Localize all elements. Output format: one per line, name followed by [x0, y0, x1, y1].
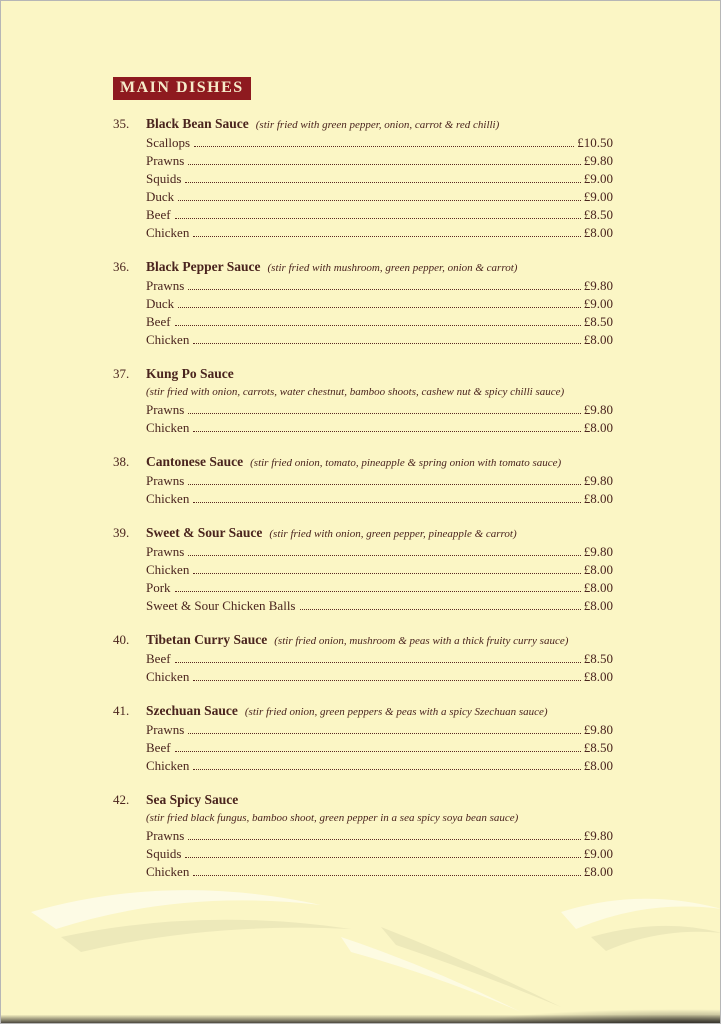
item-price: £9.80	[583, 278, 613, 293]
item-name: Beef	[146, 740, 171, 755]
dotted-leader	[188, 289, 580, 290]
section-number: 42.	[113, 792, 130, 807]
item-name: Prawns	[146, 278, 185, 293]
menu-item-row	[146, 277, 613, 295]
menu-section	[113, 631, 613, 686]
dotted-leader	[193, 875, 580, 876]
dotted-leader	[175, 591, 581, 592]
menu-section	[113, 258, 613, 349]
section-description: (stir fried with mushroom, green pepper, onion & carrot)	[267, 262, 518, 274]
menu-item-row	[146, 152, 613, 170]
dotted-leader	[188, 413, 580, 414]
section-number: 39.	[113, 525, 130, 540]
item-price: £8.00	[583, 225, 613, 240]
item-price: £8.00	[583, 669, 613, 684]
item-name: Prawns	[146, 153, 185, 168]
item-name: Prawns	[146, 722, 185, 737]
item-name: Squids	[146, 171, 182, 186]
section-name: Sweet & Sour Sauce	[146, 525, 263, 540]
section-number: 35.	[113, 116, 130, 131]
dotted-leader	[175, 751, 581, 752]
item-price: £8.50	[583, 314, 613, 329]
section-name: Szechuan Sauce	[146, 703, 238, 718]
item-price: £8.50	[583, 740, 613, 755]
menu-item-row	[146, 845, 613, 863]
item-name: Beef	[146, 651, 171, 666]
item-name: Squids	[146, 846, 182, 861]
item-name: Chicken	[146, 562, 190, 577]
item-name: Prawns	[146, 828, 185, 843]
menu-item-row	[146, 472, 613, 490]
dotted-leader	[188, 484, 580, 485]
menu-item-row	[146, 597, 613, 615]
dotted-leader	[185, 857, 580, 858]
menu-item-row	[146, 313, 613, 331]
dotted-leader	[188, 164, 580, 165]
section-description: (stir fried with onion, carrots, water chestnut, bamboo shoots, cashew nut & spicy chilli sauce)	[146, 386, 565, 398]
item-name: Prawns	[146, 402, 185, 417]
menu-section	[113, 791, 613, 881]
item-name: Chicken	[146, 758, 190, 773]
menu-item-row	[146, 739, 613, 757]
dotted-leader	[193, 236, 580, 237]
menu-section	[113, 702, 613, 775]
item-price: £8.00	[583, 598, 613, 613]
dotted-leader	[300, 609, 581, 610]
section-number: 37.	[113, 366, 130, 381]
menu-item-row	[146, 134, 613, 152]
section-name: Black Bean Sauce	[146, 116, 249, 131]
section-name: Tibetan Curry Sauce	[146, 632, 268, 647]
section-number: 38.	[113, 454, 130, 469]
dotted-leader	[193, 431, 580, 432]
dotted-leader	[178, 200, 581, 201]
item-price: £9.80	[583, 153, 613, 168]
item-price: £8.00	[583, 758, 613, 773]
dotted-leader	[194, 146, 574, 147]
dotted-leader	[185, 182, 580, 183]
page-title-text: MAIN DISHES	[120, 79, 244, 96]
item-name: Pork	[146, 580, 171, 595]
menu-section	[113, 453, 613, 508]
section-number: 40.	[113, 632, 130, 647]
menu-item-row	[146, 827, 613, 845]
menu-item-row	[146, 721, 613, 739]
item-name: Chicken	[146, 332, 190, 347]
menu-item-row	[146, 579, 613, 597]
item-price: £8.00	[583, 864, 613, 879]
menu-item-row	[146, 543, 613, 561]
menu-item-row	[146, 295, 613, 313]
item-name: Beef	[146, 207, 171, 222]
menu-section	[113, 524, 613, 615]
item-price: £10.50	[577, 135, 613, 150]
item-name: Scallops	[146, 135, 191, 150]
item-price: £9.00	[583, 296, 613, 311]
item-price: £8.50	[583, 207, 613, 222]
section-description: (stir fried black fungus, bamboo shoot, green pepper in a sea spicy soya bean sauce)	[146, 812, 519, 824]
item-price: £9.80	[583, 473, 613, 488]
dotted-leader	[188, 555, 580, 556]
section-header	[113, 453, 613, 472]
item-price: £8.00	[583, 562, 613, 577]
dotted-leader	[193, 680, 580, 681]
item-price: £9.80	[583, 828, 613, 843]
dotted-leader	[193, 343, 580, 344]
section-description: (stir fried with green pepper, onion, carrot & red chilli)	[255, 119, 500, 131]
page-title	[113, 77, 251, 100]
item-price: £9.80	[583, 402, 613, 417]
menu-section	[113, 115, 613, 242]
section-number: 41.	[113, 703, 130, 718]
dotted-leader	[175, 218, 581, 219]
menu-item-row	[146, 650, 613, 668]
dotted-leader	[188, 839, 580, 840]
dotted-leader	[178, 307, 581, 308]
dotted-leader	[175, 325, 581, 326]
section-description: (stir fried onion, tomato, pineapple & spring onion with tomato sauce)	[250, 457, 562, 469]
section-name: Cantonese Sauce	[146, 454, 244, 469]
section-name: Kung Po Sauce	[146, 366, 234, 381]
item-name: Chicken	[146, 420, 190, 435]
section-header	[113, 115, 613, 134]
menu-sections	[113, 115, 613, 897]
item-name: Prawns	[146, 544, 185, 559]
item-name: Prawns	[146, 473, 185, 488]
menu-item-row	[146, 188, 613, 206]
dotted-leader	[193, 502, 580, 503]
dotted-leader	[188, 733, 580, 734]
item-price: £8.00	[583, 580, 613, 595]
section-description: (stir fried onion, green peppers & peas with a spicy Szechuan sauce)	[244, 706, 548, 718]
menu-item-row	[146, 206, 613, 224]
menu-item-row	[146, 757, 613, 775]
section-header	[113, 365, 613, 383]
menu-item-row	[146, 224, 613, 242]
section-number: 36.	[113, 259, 130, 274]
item-price: £9.80	[583, 544, 613, 559]
item-name: Chicken	[146, 864, 190, 879]
menu-item-row	[146, 401, 613, 419]
item-name: Chicken	[146, 491, 190, 506]
dotted-leader	[193, 573, 580, 574]
item-price: £9.00	[583, 171, 613, 186]
item-price: £9.00	[583, 846, 613, 861]
menu-item-row	[146, 331, 613, 349]
section-name: Sea Spicy Sauce	[146, 792, 239, 807]
item-name: Duck	[146, 189, 175, 204]
item-name: Beef	[146, 314, 171, 329]
menu-section	[113, 365, 613, 437]
item-price: £9.00	[583, 189, 613, 204]
section-header	[113, 524, 613, 543]
menu-item-row	[146, 419, 613, 437]
section-name: Black Pepper Sauce	[146, 259, 261, 274]
item-price: £8.50	[583, 651, 613, 666]
section-header	[113, 631, 613, 650]
menu-item-row	[146, 863, 613, 881]
item-name: Chicken	[146, 225, 190, 240]
section-header	[113, 791, 613, 809]
item-name: Sweet & Sour Chicken Balls	[146, 598, 296, 613]
menu-item-row	[146, 490, 613, 508]
item-price: £8.00	[583, 420, 613, 435]
dotted-leader	[193, 769, 580, 770]
item-price: £9.80	[583, 722, 613, 737]
dotted-leader	[175, 662, 581, 663]
section-header	[113, 702, 613, 721]
section-header	[113, 258, 613, 277]
section-description: (stir fried onion, mushroom & peas with a thick fruity curry sauce)	[274, 635, 569, 647]
item-name: Duck	[146, 296, 175, 311]
menu-item-row	[146, 561, 613, 579]
menu-item-row	[146, 668, 613, 686]
item-price: £8.00	[583, 332, 613, 347]
section-description: (stir fried with onion, green pepper, pineapple & carrot)	[269, 528, 517, 540]
item-price: £8.00	[583, 491, 613, 506]
page-bottom-corner-shadow	[480, 1009, 720, 1023]
item-name: Chicken	[146, 669, 190, 684]
menu-item-row	[146, 170, 613, 188]
